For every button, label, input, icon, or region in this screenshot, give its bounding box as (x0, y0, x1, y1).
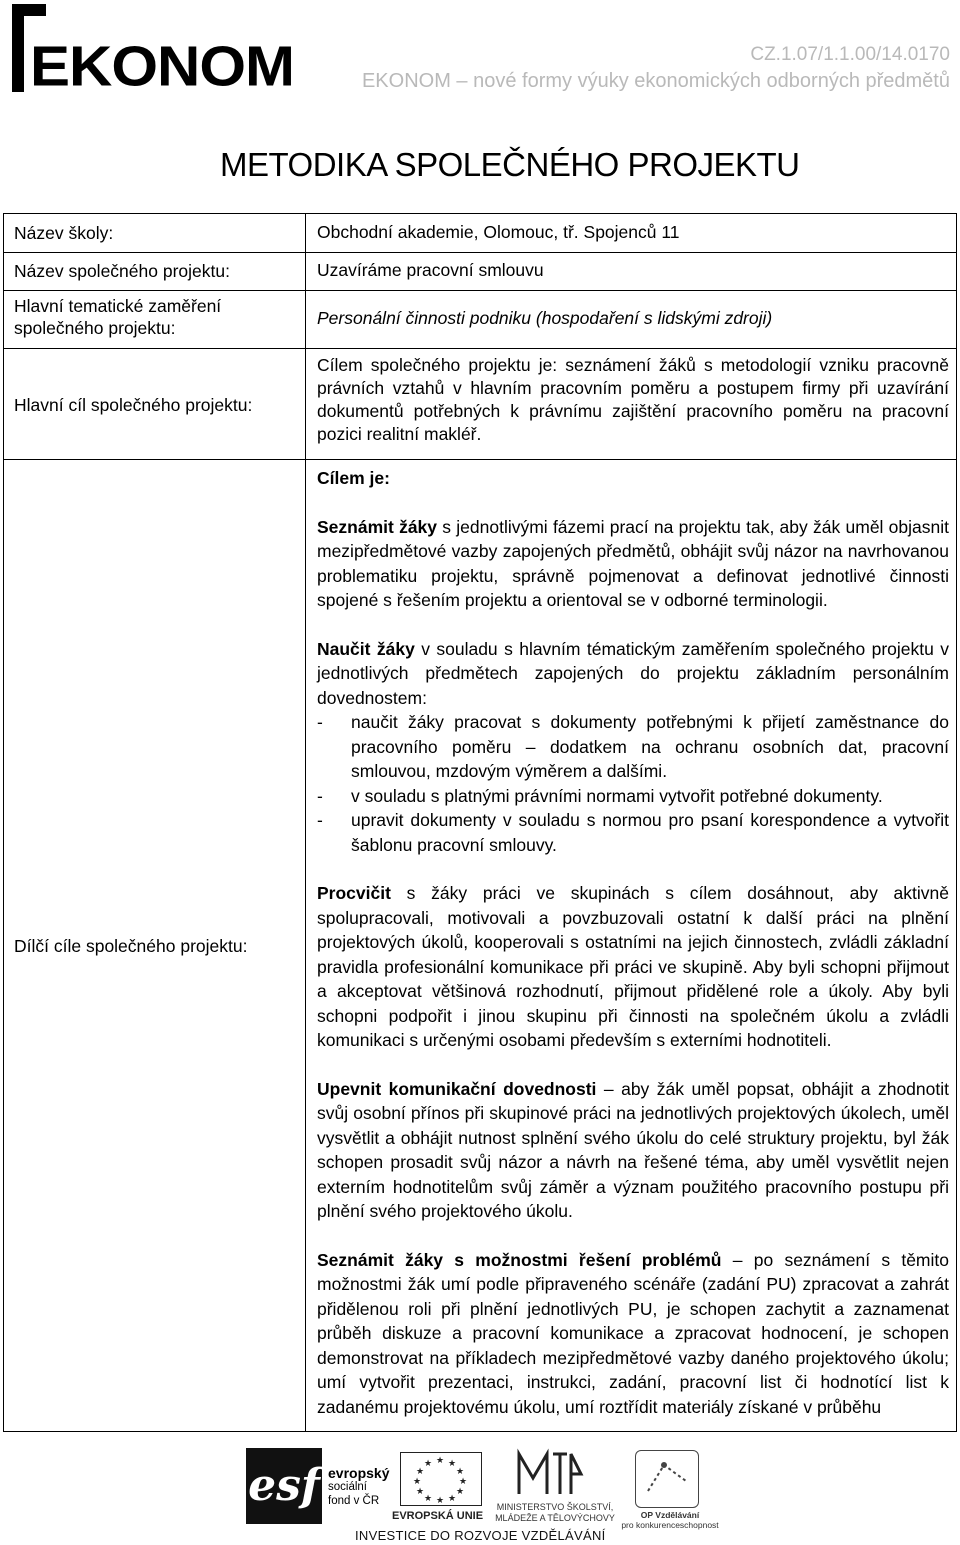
footer-logos (240, 1440, 720, 1545)
msmt-line1: MINISTERSTVO ŠKOLSTVÍ, (496, 1502, 614, 1512)
goal-2-text: v souladu s hlavním tématickým zaměřením společného projektu v jednotlivých předmětech zapojených do projektu základním personálním dovednostem: (317, 638, 949, 708)
op-logo-icon (635, 1450, 699, 1508)
goal-2-bullet-text: v souladu s platnými právními normami vytvořit potřebné dokumenty. (351, 785, 883, 806)
op-line1: OP Vzdělávání (640, 1510, 700, 1520)
msmt-line2: MLÁDEŽE A TĚLOVÝCHOVY (495, 1513, 615, 1523)
msmt-logo-icon (515, 1448, 585, 1500)
invest-label: INVESTICE DO ROZVOJE VZDĚLÁVÁNÍ (355, 1528, 606, 1543)
goal-2 (317, 637, 949, 711)
msmt-label (480, 1502, 630, 1524)
page-title: METODIKA SPOLEČNÉHO PROJEKTU (220, 146, 800, 183)
ekonom-logo (8, 4, 298, 96)
project-info-table (3, 213, 957, 1432)
logo-text: EKONOM (30, 34, 294, 98)
school-value: Obchodní akademie, Olomouc, tř. Spojenců 11 (317, 222, 680, 242)
esf-line1: evropský (328, 1465, 390, 1481)
esf-line2: sociální (328, 1481, 367, 1493)
goals-intro-text: Cílem je: (317, 468, 390, 488)
op-line2: pro konkurenceschopnost (621, 1520, 719, 1530)
main-goal-label: Hlavní cíl společného projektu: (14, 395, 253, 415)
goal-2-bullet (317, 784, 949, 809)
esf-label (328, 1466, 389, 1508)
focus-label-line1: Hlavní tematické zaměření (14, 296, 222, 316)
goal-4 (317, 1077, 949, 1224)
esf-logo: esf (246, 1448, 322, 1524)
goal-4-title: Upevnit komunikační dovednosti (317, 1078, 597, 1099)
goal-2-bullet (317, 808, 949, 857)
bullet-dash: - (317, 785, 323, 806)
goal-2-bullet-text: upravit dokumenty v souladu s normou pro psaní korespondence a vytvořit šablonu pracovní smlouvy. (351, 810, 949, 855)
goal-5-text: – po seznámení s těmito možnostmi žák umí podle připraveného scénáře (zadání PU) zpracovat a zahrát přidělenou roli při plnění jednotlivých PU, je schopen zachytit a zaznamenat průběh diskuze a pracovní komunikace a zpracovat hodnocení, je schopen demonstrovat na příkladech mezipředmětové vazby daného projektového úkolu; umí vytvořit prezentaci, instrukci, zadání, pracovní list či hodnotící list k zadanému projektovému úkolu, umí roztřídit materiály získané v průběhu (317, 1249, 949, 1417)
column-divider (305, 214, 306, 1431)
focus-label-line2: společného projektu: (14, 318, 176, 338)
bullet-dash: - (317, 810, 323, 830)
eu-flag-icon: ★ ★ ★ ★ ★ ★ ★ ★ ★ ★ ★ ★ (400, 1452, 482, 1506)
focus-value: Personální činnosti podniku (hospodaření s lidskými zdroji) (317, 308, 773, 328)
logo-bar-horizontal (12, 4, 46, 16)
row-divider (4, 290, 956, 291)
focus-label (14, 295, 221, 339)
project-name-label: Název společného projektu: (14, 261, 230, 281)
goal-5-title: Seznámit žáky s možnostmi řešení problémů (317, 1249, 722, 1270)
goal-3 (317, 881, 949, 1053)
goals-intro (317, 466, 949, 491)
goal-3-text: s žáky práci ve skupinách s cílem dosáhnout, aby aktivně spolupracovali, motivovali a povzbuzovali ostatní k další práci na plnění projektových úkolů, kooperovali s ostatními na jejich činnostech, zvládli základní pravidla profesionální komunikace při práci ve skupině. Aby byli schopni přijmout a akceptovat většinová rozhodnutí, přijmout přidělené role a úkoly. Aby byli schopni podpořit i jinou skupinu při činnosti na společném úkolu a zvládli komunikaci s určenými osobami především s externími hodnotiteli. (317, 883, 949, 1050)
school-label: Název školy: (14, 223, 114, 243)
goal-2-title: Naučit žáky (317, 638, 415, 659)
main-goal-value: Cílem společného projektu je: seznámení žáků s metodologií vzniku pracovně právních vztahů v hlavním pracovním poměru a postupem firmy při uzavírání dokumentů potřebných k právnímu zajištění pracovního poměru na pracovní pozici realitní makléř. (317, 355, 949, 444)
goal-1-text: s jednotlivými fázemi prací na projektu tak, aby žák uměl objasnit mezipředmětové vazby zapojených předmětů, obhájit svůj názor na navrhovanou problematiku projektu, správně pojmenovat a definovat jednotlivé činnosti spojené s řešením projektu a orientoval se v odborné terminologii. (317, 516, 950, 610)
eu-label: EVROPSKÁ UNIE (392, 1510, 484, 1522)
goal-1 (317, 515, 949, 613)
logo-bar-vertical (12, 4, 24, 92)
goal-2-bullet (317, 710, 949, 784)
row-divider (4, 348, 956, 349)
project-subtitle: EKONOM – nové formy výuky ekonomických odborných předmětů (361, 70, 950, 92)
goal-4-text: – aby žák uměl popsat, obhájit a zhodnotit svůj osobní přínos při skupinové práci na jednotlivých projektových úkolech, uměl vysvětlit a obhájit nutnost splnění svého úkolu do celé struktury projektu, byl žák schopen prosadit svůj názor a návrh na řešené téma, aby uměl vysvětlit nejen externím hodnotitelům svůj záměr a význam použitého pracovního postupu při plnění svého projektového úkolu. (317, 1078, 949, 1221)
row-divider (4, 252, 956, 253)
sub-goals-content (317, 466, 949, 1419)
project-name-value: Uzavíráme pracovní smlouvu (317, 260, 544, 280)
goal-1-title: Seznámit žáky (317, 516, 438, 537)
sub-goals-label: Dílčí cíle společného projektu: (14, 936, 248, 956)
op-label (620, 1510, 720, 1530)
goal-2-bullet-text: naučit žáky pracovat s dokumenty potřebnými k přijetí zaměstnance do pracovního poměru – dodatkem na ochranu osobních dat, pracovní smlouvou, mzdovým výměrem a dalšími. (351, 712, 949, 781)
project-code: CZ.1.07/1.1.00/14.0170 (750, 44, 950, 65)
goal-3-title: Procvičit (317, 883, 391, 903)
bullet-dash: - (317, 712, 323, 732)
esf-line3: fond v ČR (328, 1495, 380, 1507)
goal-5 (317, 1248, 949, 1420)
row-divider (4, 459, 956, 460)
